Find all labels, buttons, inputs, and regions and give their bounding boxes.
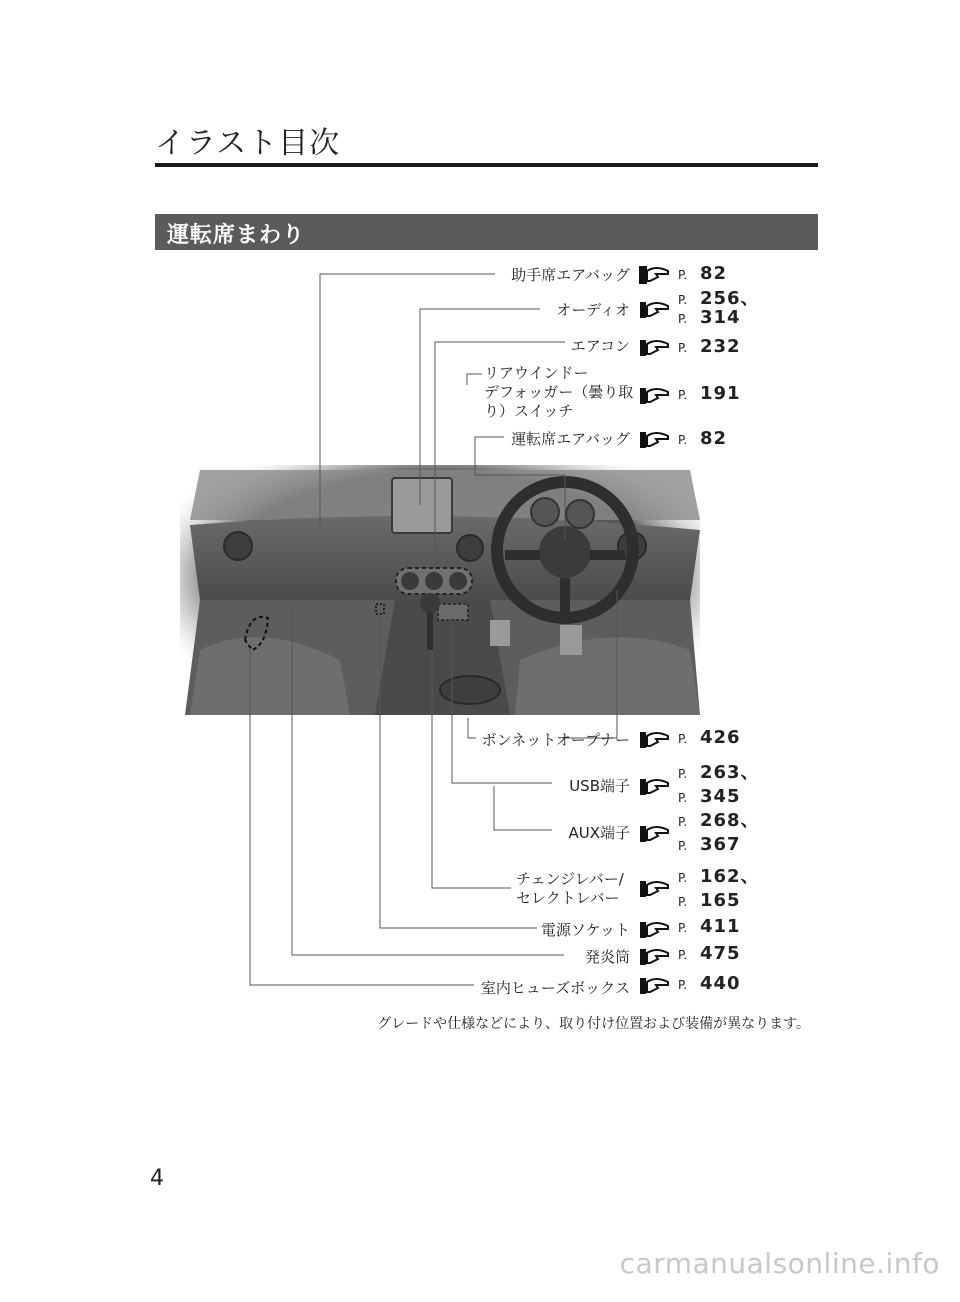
ref-fuse-box [678, 975, 741, 994]
page-number-ref: 165 [700, 890, 741, 911]
page-number-ref: 426 [700, 727, 741, 748]
label-power-socket: 電源ソケット [540, 921, 630, 939]
section-title: 運転席まわり [167, 223, 306, 248]
label-bonnet-opener: ボンネットオープナー [481, 731, 630, 749]
page-number-ref: 440 [700, 973, 741, 994]
meter-left [531, 498, 559, 526]
page-number-ref: 162、 [700, 866, 760, 887]
pointing-hand-icon [638, 877, 670, 899]
page-prefix: P. [678, 871, 688, 885]
page-number-ref: 411 [700, 916, 741, 937]
pointing-hand-icon [638, 945, 670, 967]
pointing-hand-icon [638, 336, 670, 358]
page-prefix: P. [678, 341, 688, 355]
label-usb-port: USB端子 [569, 777, 630, 795]
audio-display [392, 478, 452, 533]
meter-right [566, 500, 594, 528]
pointing-hand-icon [638, 428, 670, 450]
ref-aux-port [678, 812, 760, 855]
ref-rear-defogger [678, 385, 741, 404]
ref-air-conditioner [678, 338, 741, 357]
page-prefix: P. [678, 791, 688, 805]
watermark: carmanualsonline.info [619, 1247, 940, 1280]
page-number: 4 [150, 1166, 164, 1191]
page-prefix: P. [678, 921, 688, 935]
label-rear-defogger [484, 364, 633, 421]
climate-knob-right [449, 572, 467, 590]
page-number-ref: 82 [700, 263, 728, 284]
page-number-ref: 256、 [700, 288, 760, 309]
page-prefix: P. [678, 312, 688, 326]
cup-holder [440, 676, 500, 704]
page-prefix: P. [678, 268, 688, 282]
pointing-hand-icon [638, 775, 670, 797]
left-air-vent [224, 532, 252, 560]
page-number-ref: 345 [700, 786, 741, 807]
pointing-hand-icon [638, 822, 670, 844]
pointing-hand-icon [638, 263, 670, 285]
label-fuse-box: 室内ヒューズボックス [480, 979, 630, 997]
page-number-ref: 314 [700, 307, 741, 328]
pointing-hand-icon [638, 918, 670, 940]
label-air-conditioner: エアコン [570, 337, 630, 355]
pointing-hand-icon [638, 298, 670, 320]
page-number-ref: 367 [700, 834, 741, 855]
climate-knob-center [425, 572, 443, 590]
page-prefix: P. [678, 388, 688, 402]
pointing-hand-icon [638, 384, 670, 406]
label-gear-lever [516, 870, 624, 908]
ref-usb-port [678, 764, 760, 807]
center-air-vent [457, 535, 483, 561]
page-number-ref: 263、 [700, 762, 760, 783]
ref-power-socket [678, 918, 741, 937]
label-passenger-airbag: 助手席エアバッグ [511, 266, 630, 284]
page-prefix: P. [678, 839, 688, 853]
page-prefix: P. [678, 815, 688, 829]
page-prefix: P. [678, 732, 688, 746]
label-line: デフォッガー（曇り取 [484, 383, 634, 401]
page-number-ref: 82 [700, 428, 728, 449]
label-line: セレクトレバー [516, 889, 620, 907]
label-aux-port: AUX端子 [568, 824, 630, 842]
ref-audio [678, 290, 760, 328]
pointing-hand-icon [638, 728, 670, 750]
page-prefix: P. [678, 895, 688, 909]
label-audio: オーディオ [556, 301, 630, 319]
page-prefix: P. [678, 948, 688, 962]
page-number-ref: 475 [700, 943, 741, 964]
pointing-hand-icon [638, 974, 670, 996]
page-number-ref: 232 [700, 336, 741, 357]
page-title: イラスト目次 [155, 126, 341, 161]
ref-flare [678, 945, 741, 964]
ref-gear-lever [678, 868, 760, 911]
label-flare: 発炎筒 [584, 948, 630, 966]
page-number-ref: 268、 [700, 810, 760, 831]
ref-bonnet-opener [678, 729, 741, 748]
label-line: り）スイッチ [484, 402, 574, 420]
page-prefix: P. [678, 433, 688, 447]
page-prefix: P. [678, 978, 688, 992]
footnote: グレードや仕様などにより、取り付け位置および装備が異なります。 [377, 1016, 810, 1032]
usb-aux-ports [438, 604, 468, 620]
label-driver-airbag: 運転席エアバッグ [511, 430, 630, 448]
page-number-ref: 191 [700, 383, 741, 404]
pedal [490, 620, 510, 646]
page-prefix: P. [678, 767, 688, 781]
climate-knob-left [401, 572, 419, 590]
label-line: チェンジレバー/ [516, 870, 624, 888]
page-prefix: P. [678, 293, 688, 307]
ref-driver-airbag [678, 430, 727, 449]
pedal [560, 625, 582, 655]
ref-passenger-airbag [678, 265, 727, 284]
label-line: リアウインドー [484, 364, 589, 382]
